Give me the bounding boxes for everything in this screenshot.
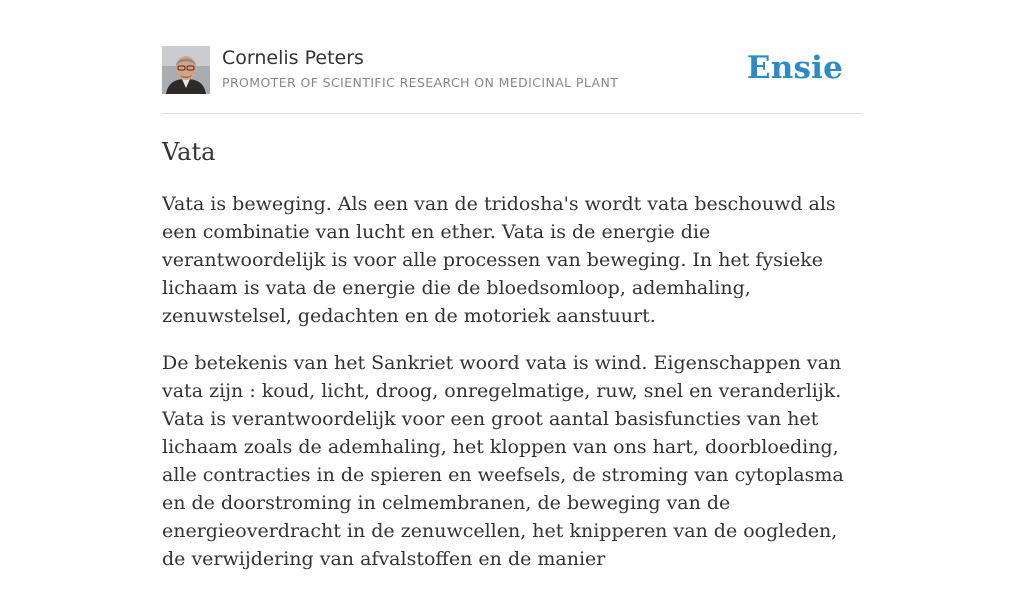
- author-role: PROMOTER OF SCIENTIFIC RESEARCH ON MEDICINAL PLANT: [222, 75, 619, 90]
- article-paragraph: De betekenis van het Sankriet woord vata is wind. Eigenschappen van vata zijn : koud, licht, droog, onregelmatige, ruw, snel en veranderlijk. Vata is verantwoordelijk voor een groot aantal basisfuncties van het lichaam zoals de ademhaling, het kloppen van ons hart, doorbloeding, alle contracties in de spieren en weefsels, de stroming van cytoplasma en de doorstroming in celmembranen, de beweging van de energieoverdracht in de zenuwcellen, het knipperen van de oogleden, de verwijdering van afvalstoffen en de manier: [162, 352, 844, 570]
- avatar[interactable]: [162, 46, 210, 94]
- header-divider: [162, 113, 862, 114]
- article-body: [162, 190, 862, 592]
- article-paragraph: Vata is beweging. Als een van de tridosha's wordt vata beschouwd als een combinatie van lucht en ether. Vata is de energie die verantwoordelijk is voor alle processen van beweging. In het fysieke lichaam is vata de energie die de bloedsomloop, ademhaling, zenuwstelsel, gedachten en de motoriek aanstuurt.: [162, 193, 836, 327]
- page-title: Vata: [162, 138, 216, 166]
- author-header: [162, 46, 862, 96]
- person-portrait-icon: [162, 46, 210, 94]
- author-name[interactable]: Cornelis Peters: [222, 47, 364, 69]
- ensie-logo[interactable]: Ensie: [746, 50, 843, 86]
